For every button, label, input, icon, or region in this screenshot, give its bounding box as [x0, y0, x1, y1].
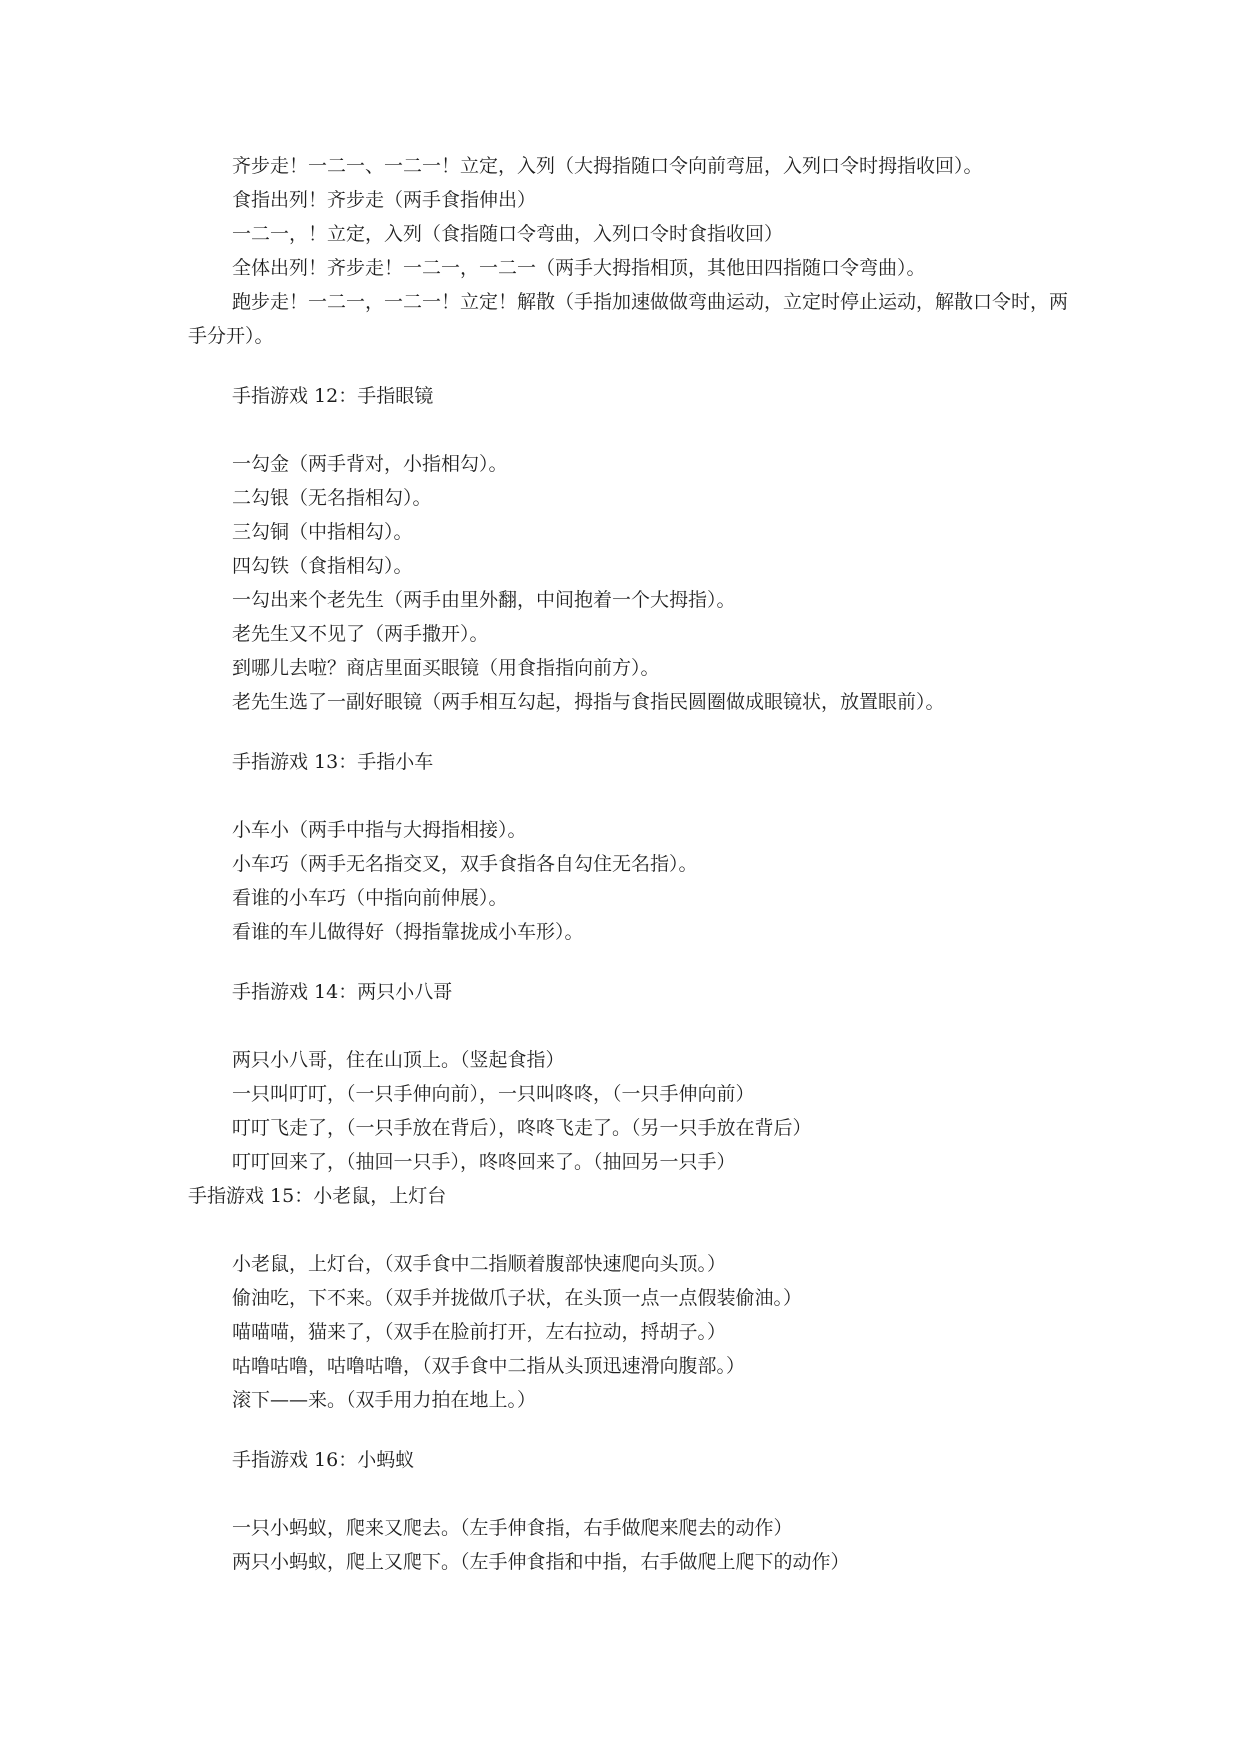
section-title: 手指游戏 14：两只小八哥	[232, 981, 453, 1003]
spacer	[188, 1213, 1073, 1247]
paragraph: 叮叮飞走了，（一只手放在背后），咚咚飞走了。（另一只手放在背后）	[232, 1117, 812, 1139]
paragraph: 三勾铜（中指相勾）。	[232, 521, 413, 543]
paragraph: 喵喵喵，猫来了，（双手在脸前打开，左右拉动，捋胡子。）	[232, 1321, 727, 1343]
paragraph: 老先生又不见了（两手撒开）。	[232, 623, 489, 645]
document-body	[188, 149, 1073, 1579]
paragraph: 两只小蚂蚁，爬上又爬下。（左手伸食指和中指，右手做爬上爬下的动作）	[232, 1551, 850, 1573]
spacer	[188, 779, 1073, 813]
section-title: 手指游戏 16：小蚂蚁	[232, 1449, 415, 1471]
paragraph: 一二一，！立定，入列（食指随口令弯曲，入列口令时食指收回）	[232, 223, 784, 245]
paragraph: 二勾银（无名指相勾）。	[232, 487, 432, 509]
spacer	[188, 413, 1073, 447]
paragraph: 食指出列！齐步走（两手食指伸出）	[232, 189, 537, 211]
paragraph: 咕噜咕噜，咕噜咕噜，（双手食中二指从头顶迅速滑向腹部。）	[232, 1355, 746, 1377]
spacer	[188, 353, 1073, 379]
spacer	[188, 719, 1073, 745]
paragraph: 到哪儿去啦？商店里面买眼镜（用食指指向前方）。	[232, 657, 660, 679]
spacer	[188, 1009, 1073, 1043]
paragraph: 一只小蚂蚁，爬来又爬去。（左手伸食指，右手做爬来爬去的动作）	[232, 1517, 793, 1539]
paragraph: 看谁的小车巧（中指向前伸展）。	[232, 887, 508, 909]
paragraph: 四勾铁（食指相勾）。	[232, 555, 413, 577]
spacer	[188, 1417, 1073, 1443]
paragraph: 一只叫叮叮，（一只手伸向前），一只叫咚咚，（一只手伸向前）	[232, 1083, 755, 1105]
paragraph: 小车小（两手中指与大拇指相接）。	[232, 819, 527, 841]
section-title: 手指游戏 12：手指眼镜	[232, 385, 434, 407]
section-title: 手指游戏 13：手指小车	[232, 751, 434, 773]
paragraph: 叮叮回来了，（抽回一只手），咚咚回来了。（抽回另一只手）	[232, 1151, 736, 1173]
paragraph: 跑步走！一二一，一二一！立定！解散（手指加速做做弯曲运动，立定时停止运动，解散口令时，两手分开）。	[188, 291, 1069, 347]
paragraph: 老先生选了一副好眼镜（两手相互勾起，拇指与食指民圆圈做成眼镜状，放置眼前）。	[232, 691, 945, 713]
paragraph: 小老鼠，上灯台，（双手食中二指顺着腹部快速爬向头顶。）	[232, 1253, 727, 1275]
spacer	[188, 1477, 1073, 1511]
paragraph: 滚下——来。（双手用力拍在地上。）	[232, 1389, 537, 1411]
paragraph: 一勾出来个老先生（两手由里外翻，中间抱着一个大拇指）。	[232, 589, 736, 611]
paragraph: 看谁的车儿做得好（拇指靠拢成小车形）。	[232, 921, 584, 943]
section-title: 手指游戏 15：小老鼠，上灯台	[188, 1185, 447, 1207]
paragraph: 偷油吃，下不来。（双手并拢做爪子状，在头顶一点一点假装偷油。）	[232, 1287, 803, 1309]
paragraph: 齐步走！一二一、一二一！立定，入列（大拇指随口令向前弯屈，入列口令时拇指收回）。	[232, 155, 983, 177]
paragraph: 两只小八哥，住在山顶上。（竖起食指）	[232, 1049, 565, 1071]
spacer	[188, 949, 1073, 975]
paragraph: 小车巧（两手无名指交叉，双手食指各自勾住无名指）。	[232, 853, 698, 875]
paragraph: 全体出列！齐步走！一二一，一二一（两手大拇指相顶，其他田四指随口令弯曲）。	[232, 257, 926, 279]
paragraph: 一勾金（两手背对，小指相勾）。	[232, 453, 508, 475]
